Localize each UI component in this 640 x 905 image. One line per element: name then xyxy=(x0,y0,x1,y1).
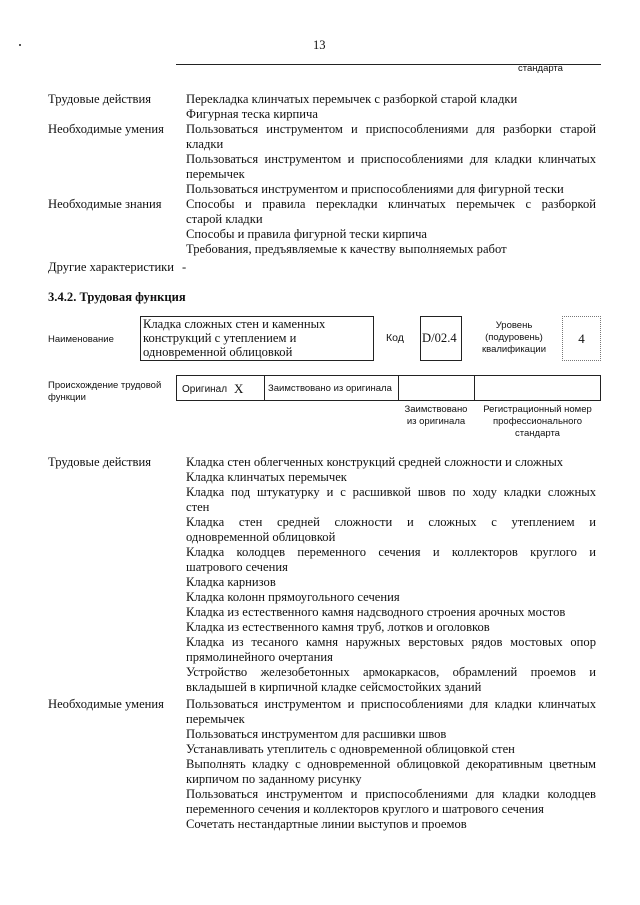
skill-item: Пользоваться инструментом для расшивки швов xyxy=(186,727,447,741)
action-item: Кладка из тесаного камня наружных верстовых рядов мостовых опор xyxy=(186,635,596,649)
action-item: Кладка стен облегченных конструкций средней сложности и сложных xyxy=(186,455,564,469)
action-item: Кладка колонн прямоугольного сечения xyxy=(186,590,400,604)
scan-dot xyxy=(19,44,21,46)
action-item: Кладка стен средней сложности и сложных с утеплением и xyxy=(186,515,596,529)
action-item: Кладка клинчатых перемычек xyxy=(186,470,347,484)
skill-item-cont: кирпичом по заданному рисунку xyxy=(186,772,362,786)
caption-borrowed-line: из оригинала xyxy=(406,416,466,427)
prev-knowledge-item: Требования, предъявляемые к качеству выполняемых работ xyxy=(186,242,507,256)
function-name-line: конструкций с утеплением и xyxy=(143,331,297,345)
top-right-word: стандарта xyxy=(518,63,563,74)
prev-skill-item: Пользоваться инструментом и приспособлениями для разборки старой xyxy=(186,122,596,136)
code-value: D/02.4 xyxy=(422,331,457,345)
code-label: Код xyxy=(386,332,404,344)
action-item-cont: шатрового сечения xyxy=(186,560,288,574)
skill-item-cont: переменного сечения и коллекторов круглого и шатрового сечения xyxy=(186,802,544,816)
other-characteristics-label: Другие характеристики xyxy=(48,260,175,274)
prev-action-item: Перекладка клинчатых перемычек с разборкой старой кладки xyxy=(186,92,518,106)
actions-label: Трудовые действия xyxy=(48,455,152,469)
original-label: Оригинал xyxy=(182,384,228,395)
skill-item: Пользоваться инструментом и приспособлениями для кладки колодцев xyxy=(186,787,596,801)
origin-divider xyxy=(264,375,265,401)
origin-divider xyxy=(398,375,399,401)
skills-label: Необходимые умения xyxy=(48,697,164,711)
prev-knowledge-item-cont: старой кладки xyxy=(186,212,263,226)
action-item-cont: одновременной облицовкой xyxy=(186,530,336,544)
action-item: Устройство железобетонных армокаркасов, обрамлений проемов и xyxy=(186,665,596,679)
skill-item: Выполнять кладку с одновременной облицовкой декоративным цветным xyxy=(186,757,596,771)
function-name-line: Кладка сложных стен и каменных xyxy=(143,317,326,331)
skill-item: Пользоваться инструментом и приспособлениями для кладки клинчатых xyxy=(186,697,596,711)
caption-reg-line: Регистрационный номер xyxy=(483,404,592,415)
origin-divider xyxy=(474,375,475,401)
prev-knowledge-item: Способы и правила перекладки клинчатых перемычек с разборкой xyxy=(186,197,596,211)
function-name-line: одновременной облицовкой xyxy=(143,345,293,359)
caption-reg-line: профессионального xyxy=(493,416,582,427)
other-characteristics-value: - xyxy=(182,260,187,274)
level-label-line: Уровень xyxy=(495,320,533,331)
action-item: Кладка из естественного камня труб, лотков и оголовков xyxy=(186,620,490,634)
prev-skill-item: Пользоваться инструментом и приспособлениями для кладки клинчатых xyxy=(186,152,596,166)
skill-item-cont: перемычек xyxy=(186,712,245,726)
prev-skill-item-cont: кладки xyxy=(186,137,224,151)
action-item: Кладка карнизов xyxy=(186,575,276,589)
caption-reg-line: стандарта xyxy=(515,428,560,439)
origin-label-line: функции xyxy=(48,392,86,403)
action-item-cont: вкладышей в кирпичной кладке сейсмостойких зданий xyxy=(186,680,482,694)
borrowed-label: Заимствовано из оригинала xyxy=(268,383,392,394)
prev-knowledge-label: Необходимые знания xyxy=(48,197,162,211)
page-number: 13 xyxy=(313,38,326,52)
skill-item: Сочетать нестандартные линии выступов и проемов xyxy=(186,817,467,831)
original-mark: X xyxy=(234,381,244,396)
name-label: Наименование xyxy=(48,334,114,345)
prev-skill-item: Пользоваться инструментом и приспособлениями для фигурной тески xyxy=(186,182,564,196)
section-heading: 3.4.2. Трудовая функция xyxy=(48,290,186,304)
origin-label-line: Происхождение трудовой xyxy=(48,380,162,391)
caption-borrowed-line: Заимствовано xyxy=(404,404,468,415)
action-item-cont: прямолинейного очертания xyxy=(186,650,333,664)
skill-item: Устанавливать утеплитель с одновременной облицовкой стен xyxy=(186,742,515,756)
level-label-line: (подуровень) xyxy=(485,332,543,343)
prev-skill-item-cont: перемычек xyxy=(186,167,245,181)
prev-action-item: Фигурная теска кирпича xyxy=(186,107,318,121)
action-item: Кладка из естественного камня надсводного строения арочных мостов xyxy=(186,605,566,619)
prev-actions-label: Трудовые действия xyxy=(48,92,152,106)
level-label-line: квалификации xyxy=(481,344,547,355)
action-item-cont: стен xyxy=(186,500,210,514)
action-item: Кладка колодцев переменного сечения и коллекторов круглого и xyxy=(186,545,596,559)
action-item: Кладка под штукатурку и с расшивкой швов по ходу кладки сложных xyxy=(186,485,596,499)
level-value: 4 xyxy=(578,331,585,346)
prev-skills-label: Необходимые умения xyxy=(48,122,164,136)
prev-knowledge-item: Способы и правила фигурной тески кирпича xyxy=(186,227,428,241)
